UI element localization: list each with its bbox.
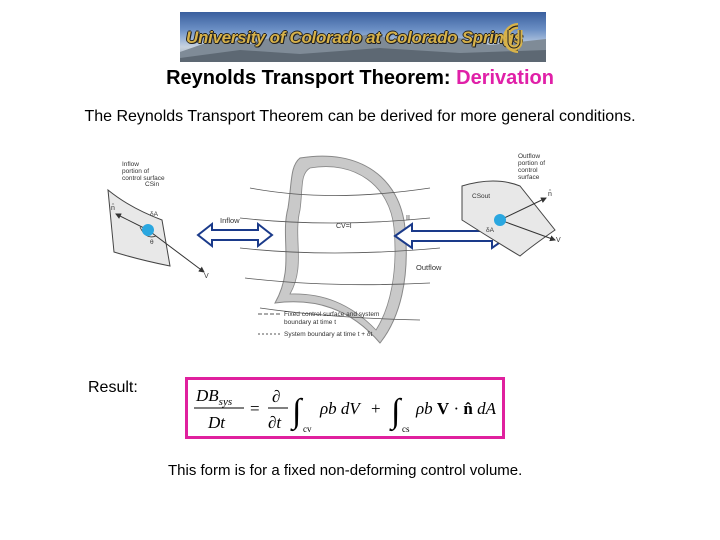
inflow-caption-line-2: portion of <box>122 168 150 175</box>
inflow-caption <box>122 161 165 182</box>
eq-partial-num: ∂ <box>272 387 281 406</box>
outflow-dA-label: δA <box>486 227 494 234</box>
inflow-label: Inflow <box>220 216 240 225</box>
inflow-cs-label: CSin <box>145 181 160 188</box>
eq-plus: + <box>371 399 381 418</box>
outflow-dA-dot <box>494 214 506 226</box>
eq-dot: · <box>449 399 464 418</box>
inflow-big-arrow <box>198 224 272 246</box>
eq-partial-den: ∂t <box>268 413 282 432</box>
eq-V: V <box>436 399 450 418</box>
university-banner <box>180 12 546 62</box>
slide-subtitle: The Reynolds Transport Theorem can be derived for more general conditions. <box>84 108 636 125</box>
outflow-caption-line-2: portion of <box>518 160 546 167</box>
legend-system-label: System boundary at time t + δt <box>284 331 373 338</box>
title-main: Reynolds Transport Theorem: <box>166 67 457 89</box>
rtt-diagram <box>100 148 570 358</box>
eq-cv-sub: cv <box>303 424 312 434</box>
eq-term2 <box>415 399 497 418</box>
eq-lhs-denominator: Dt <box>208 413 225 432</box>
eq-cs-sub: cs <box>402 424 410 434</box>
inflow-theta-label: θ <box>150 239 154 246</box>
inflow-dA-dot <box>142 224 154 236</box>
eq-equals: = <box>250 399 260 418</box>
outflow-n-hat-label: n̂ <box>548 191 552 198</box>
rtt-equation <box>188 380 502 436</box>
eq-term2a: ρb <box>416 399 437 418</box>
cv-label: CV=I <box>336 223 352 230</box>
outflow-caption-line-4: surface <box>518 174 540 181</box>
title-accent: Derivation <box>456 67 554 89</box>
eq-lhs-num: DB <box>196 386 219 405</box>
outflow-caption-line-3: control <box>518 167 538 174</box>
eq-integral-cs: ∫ <box>391 393 401 430</box>
note-text: This form is for a fixed non-deforming control volume. <box>168 462 523 479</box>
region-ii-label: II <box>406 215 410 222</box>
eq-n: n̂ <box>463 399 473 418</box>
result-label: Result: <box>88 379 138 396</box>
slide-title <box>0 67 720 90</box>
inflow-surface-patch <box>108 190 170 266</box>
inflow-v-label: V <box>204 273 209 280</box>
inflow-n-hat-label: n̂ <box>111 205 115 212</box>
legend-fixed-line-2: boundary at time t <box>284 319 337 326</box>
eq-lhs-numerator <box>195 386 232 408</box>
outflow-cs-label: CSout <box>472 193 491 200</box>
eq-lhs-sub: sys <box>218 396 233 408</box>
banner-title: University of Colorado at Colorado Springs <box>186 28 523 47</box>
outflow-v-label: V <box>556 237 561 244</box>
inflow-caption-line-1: Inflow <box>122 161 139 168</box>
cu-logo-icon <box>494 20 530 56</box>
outflow-label: Outflow <box>416 263 442 272</box>
outflow-caption-line-1: Outflow <box>518 153 541 160</box>
legend-fixed-line-1: Fixed control surface and system <box>284 311 380 318</box>
inflow-dA-label: δA <box>150 211 158 218</box>
rtt-equation-box <box>185 377 505 439</box>
eq-term1: ρb dV <box>320 399 360 418</box>
eq-integral-cv: ∫ <box>292 393 302 430</box>
inflow-caption-line-3: control surface <box>122 175 165 182</box>
eq-term2b: dA <box>472 399 496 418</box>
outflow-caption <box>518 153 545 181</box>
